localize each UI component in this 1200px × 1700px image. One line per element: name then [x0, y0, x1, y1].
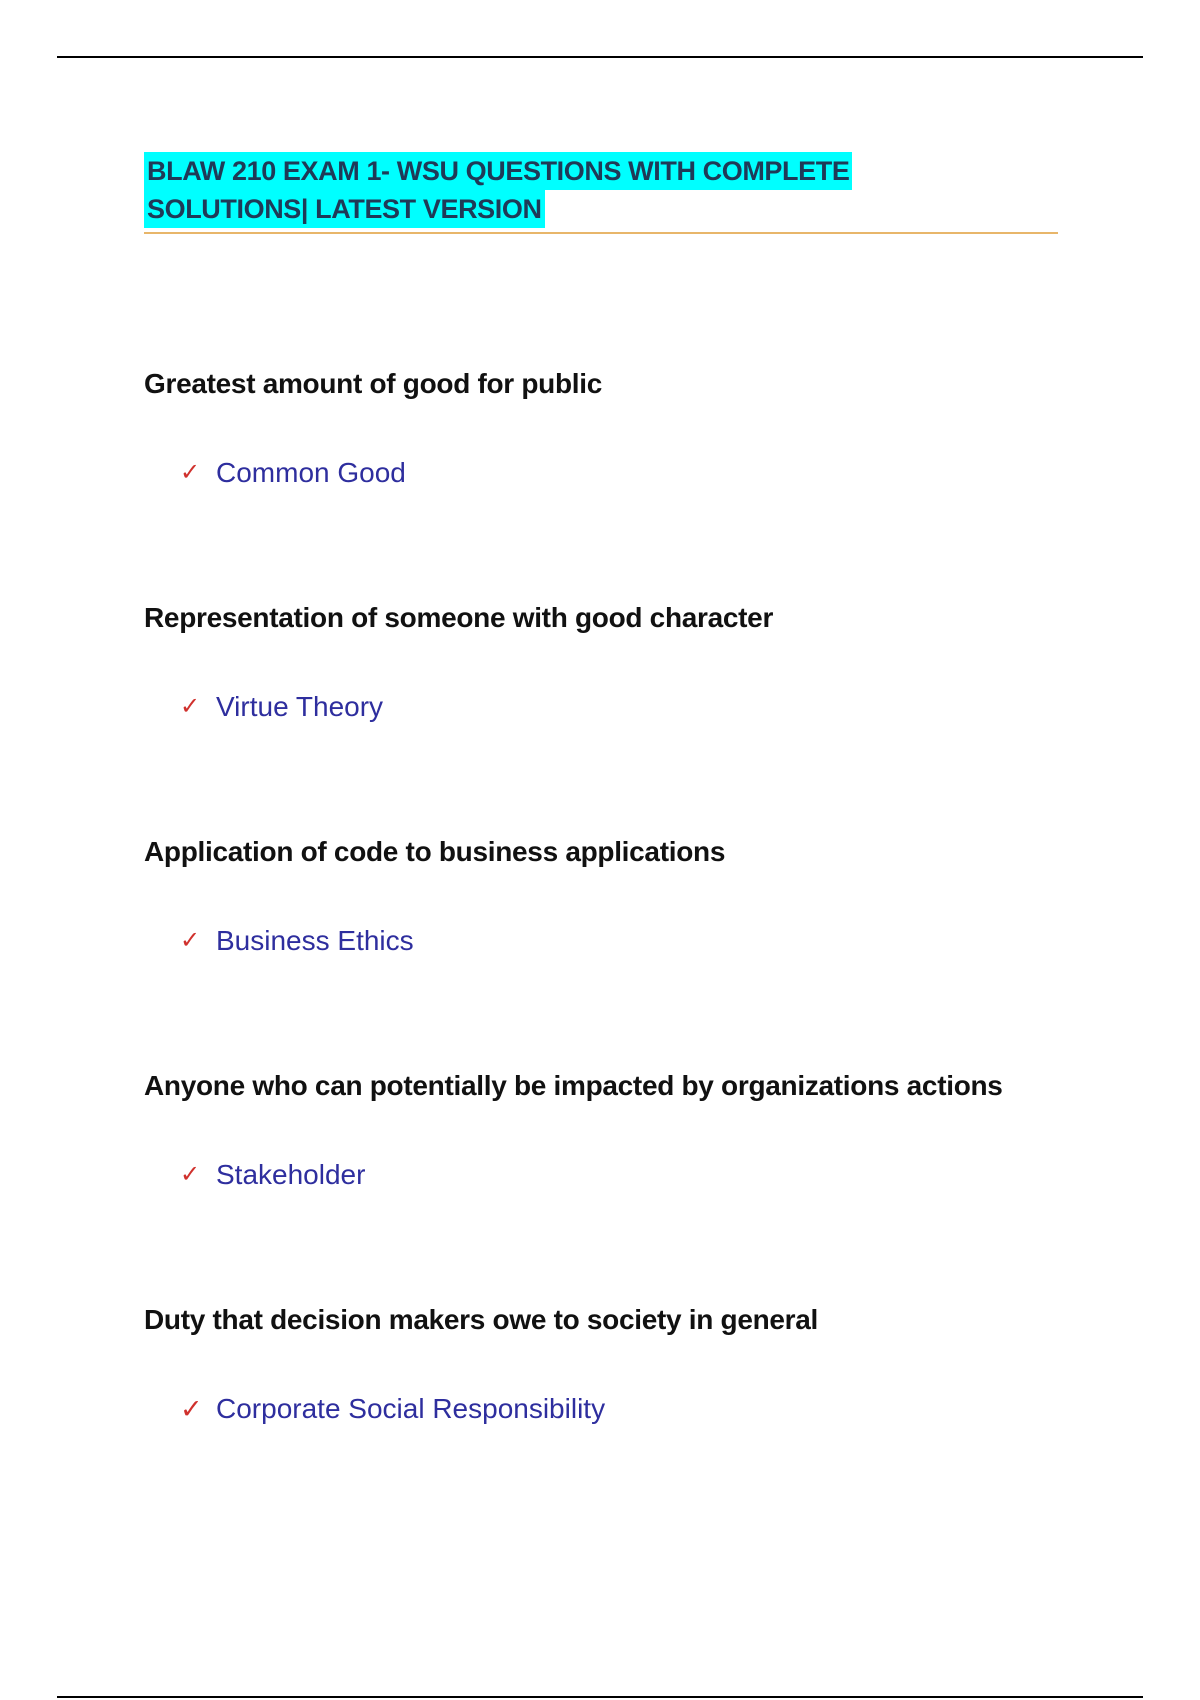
answer-3 — [180, 924, 414, 958]
question-4: Anyone who can potentially be impacted by organizations actions — [144, 1070, 1003, 1101]
check-mark-icon: ✓ — [180, 927, 201, 954]
qa-item-2 — [144, 600, 1124, 722]
title-line-2: SOLUTIONS| LATEST VERSION — [144, 190, 545, 228]
check-mark-icon: ✓ — [180, 1394, 203, 1424]
question-3: Application of code to business applications — [144, 836, 726, 867]
answer-3-text: Business Ethics — [216, 925, 414, 956]
qa-item-3 — [144, 834, 1124, 956]
bottom-rule — [57, 1696, 1143, 1698]
qa-item-5 — [144, 1302, 1124, 1424]
qa-item-4 — [144, 1068, 1124, 1190]
answer-1-text: Common Good — [216, 457, 406, 488]
check-mark-icon: ✓ — [180, 693, 201, 720]
question-2: Representation of someone with good character — [144, 602, 774, 633]
answer-2-text: Virtue Theory — [216, 691, 384, 722]
answer-5 — [180, 1392, 605, 1426]
check-mark-icon: ✓ — [180, 459, 201, 486]
qa-item-1 — [144, 366, 1124, 488]
answer-4 — [180, 1158, 365, 1192]
question-1: Greatest amount of good for public — [144, 368, 603, 399]
answer-4-text: Stakeholder — [216, 1159, 366, 1190]
question-5: Duty that decision makers owe to society in general — [144, 1304, 819, 1335]
title-line-1: BLAW 210 EXAM 1- WSU QUESTIONS WITH COMPLETE — [144, 152, 852, 190]
answer-1 — [180, 456, 406, 490]
answer-5-text: Corporate Social Responsibility — [216, 1393, 606, 1424]
check-mark-icon: ✓ — [180, 1161, 201, 1188]
document-title — [144, 152, 1058, 234]
top-rule — [57, 56, 1143, 58]
answer-2 — [180, 690, 383, 724]
